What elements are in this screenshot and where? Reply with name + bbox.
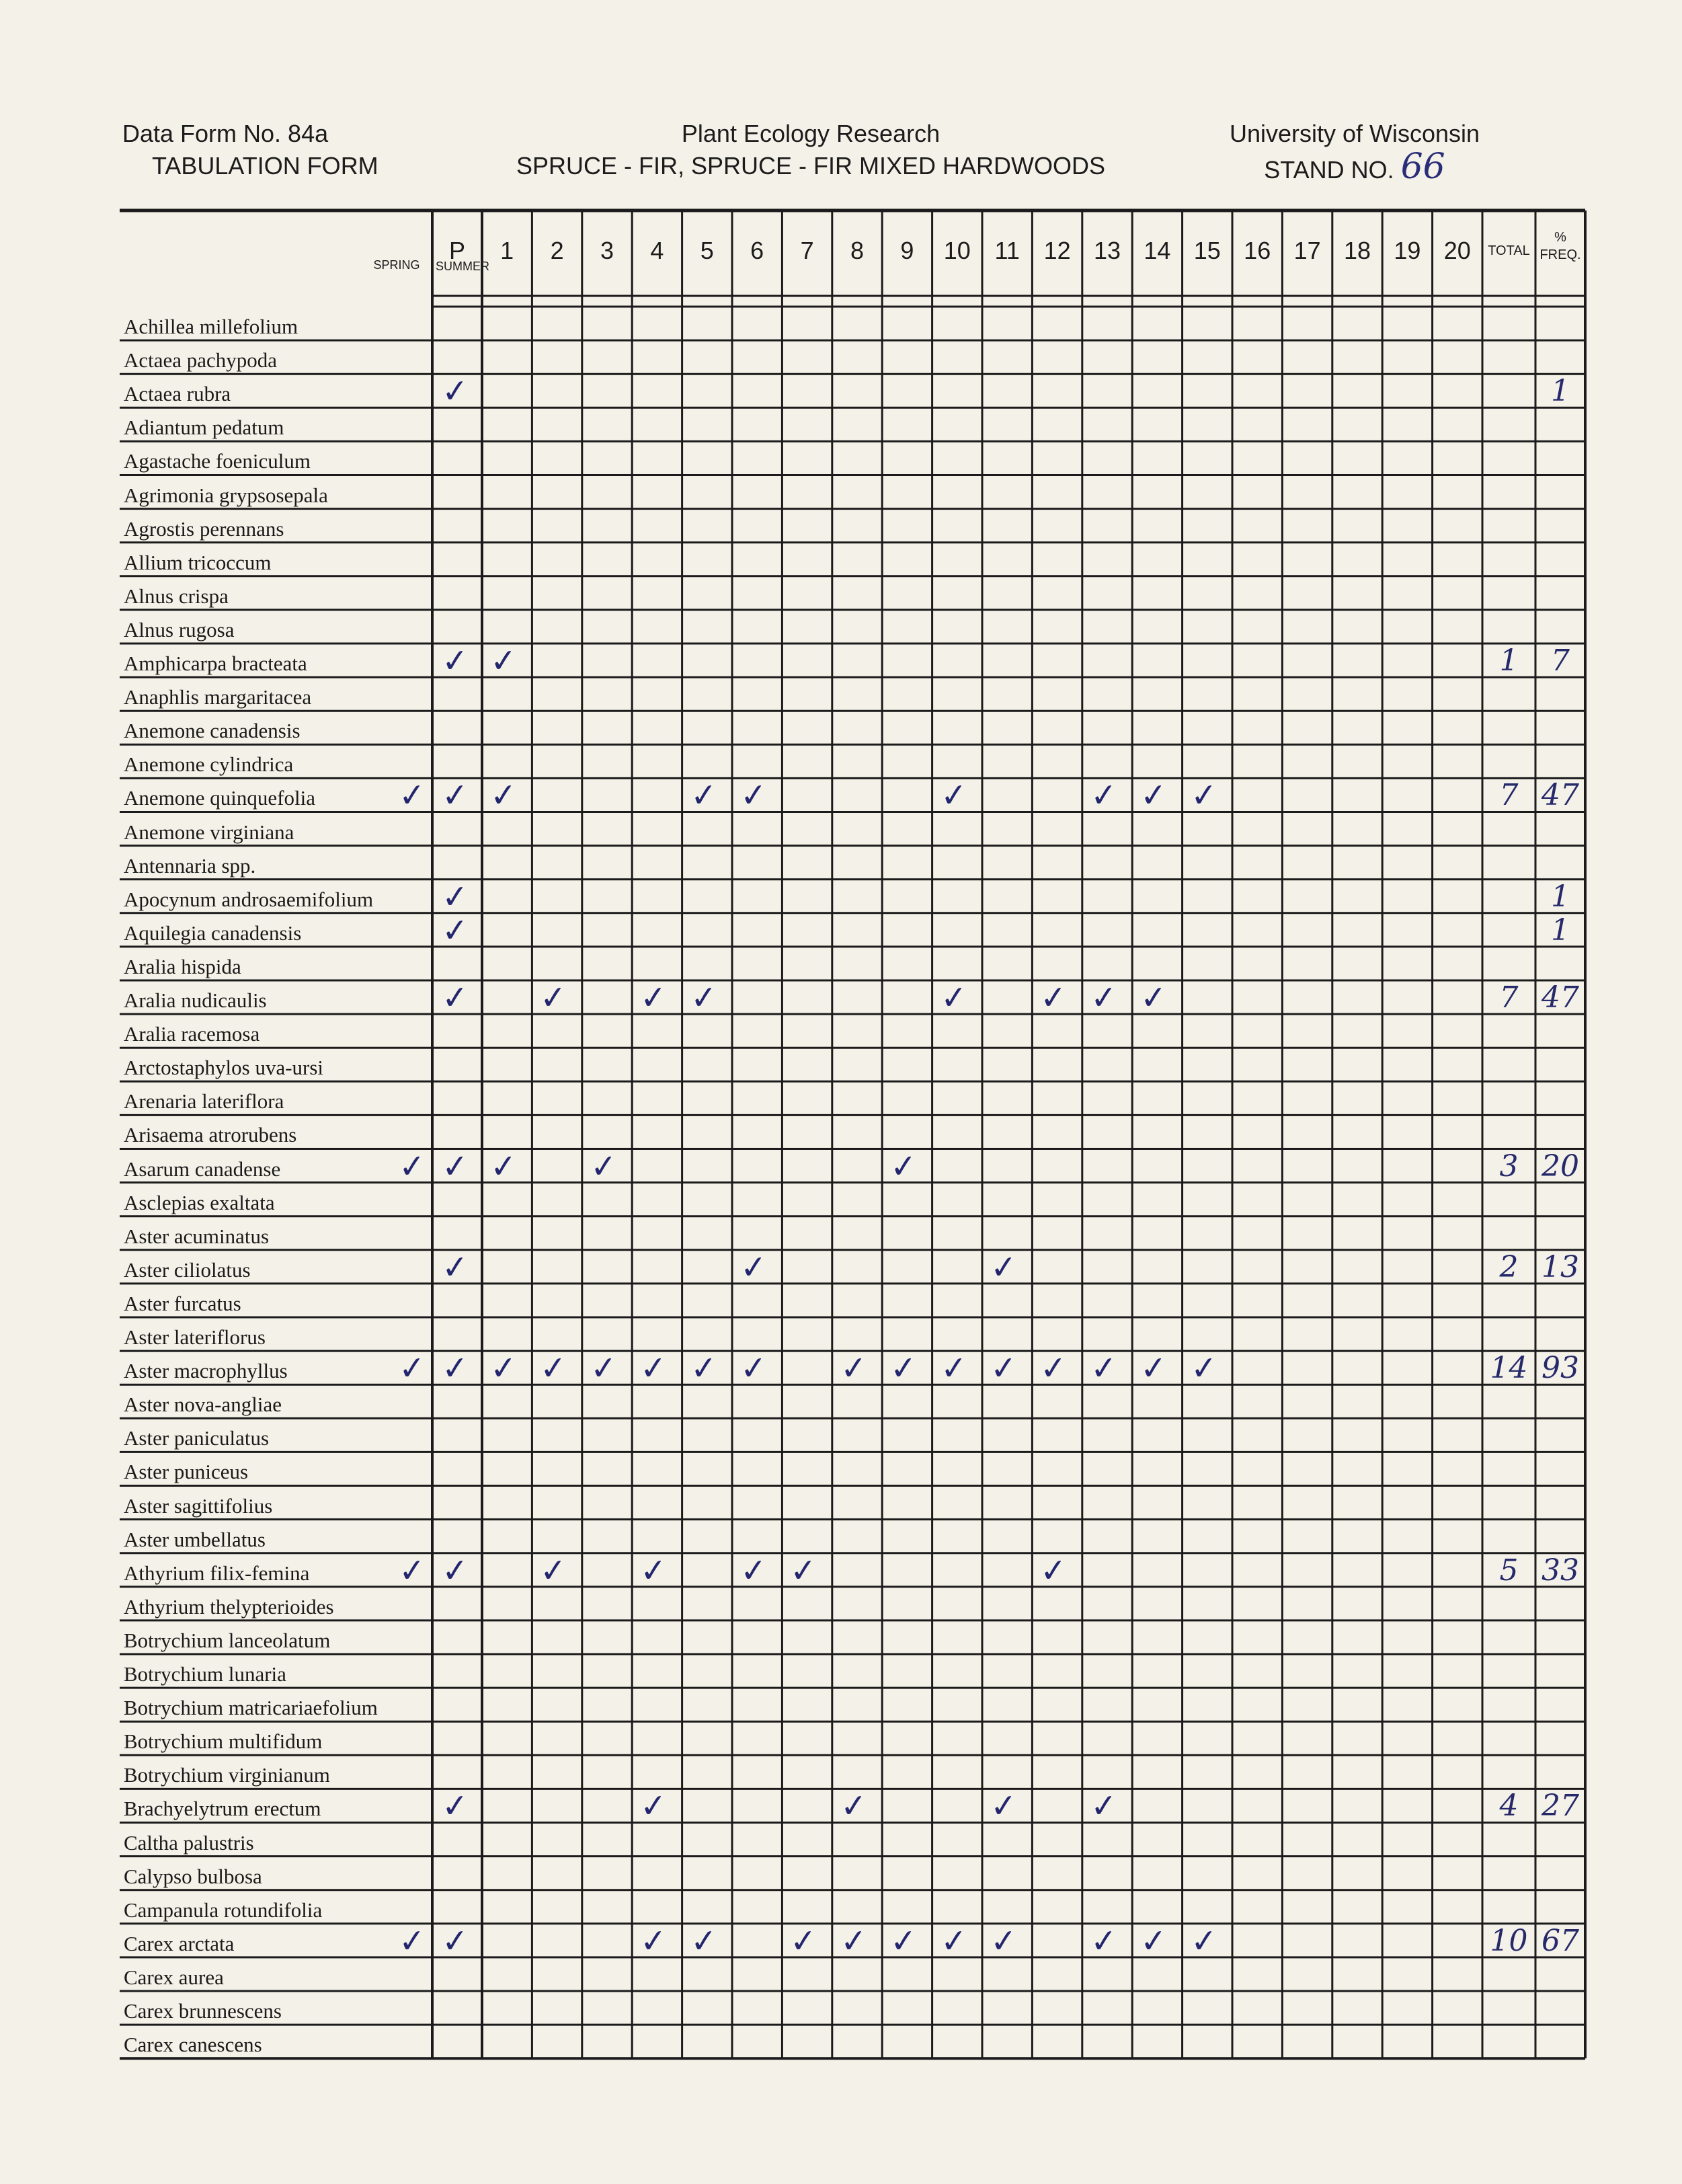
quadrat-check-mark: ✓ bbox=[789, 1921, 819, 1961]
species-name: Aralia nudicaulis bbox=[124, 988, 267, 1012]
species-name: Anemone canadensis bbox=[124, 719, 301, 743]
table-row bbox=[120, 1048, 1585, 1081]
table-row bbox=[120, 1317, 1585, 1351]
table-row bbox=[120, 371, 1585, 412]
table-row bbox=[120, 1957, 1585, 1991]
quadrat-check-mark: ✓ bbox=[639, 1787, 669, 1826]
spring-column-label: SPRING bbox=[373, 258, 420, 272]
species-name: Achillea millefolium bbox=[124, 315, 298, 338]
table-row bbox=[120, 576, 1585, 610]
quadrat-header-7: 7 bbox=[800, 237, 814, 264]
stand-number: 66 bbox=[1400, 147, 1445, 187]
quadrat-check-mark: ✓ bbox=[889, 1348, 919, 1389]
stand-label: STAND NO. bbox=[1264, 156, 1394, 184]
species-name: Carex canescens bbox=[124, 2033, 262, 2057]
summer-check-mark: ✓ bbox=[440, 1247, 471, 1288]
table-row bbox=[120, 1890, 1585, 1924]
frequency-value: 93 bbox=[1541, 1351, 1579, 1386]
summer-check-mark: ✓ bbox=[440, 776, 471, 816]
quadrat-check-mark: ✓ bbox=[938, 776, 969, 816]
table-row bbox=[120, 1551, 1585, 1591]
quadrat-check-mark: ✓ bbox=[489, 1146, 519, 1186]
total-value: 5 bbox=[1499, 1553, 1519, 1588]
quadrat-header-16: 16 bbox=[1244, 237, 1271, 264]
species-name: Anemone virginiana bbox=[124, 820, 294, 844]
table-row bbox=[120, 947, 1585, 980]
summer-check-mark: ✓ bbox=[440, 1348, 471, 1389]
table-row bbox=[120, 1520, 1585, 1553]
quadrat-check-mark: ✓ bbox=[688, 1348, 719, 1389]
quadrat-check-mark: ✓ bbox=[1088, 1787, 1119, 1826]
species-name: Agrimonia grypsosepala bbox=[124, 483, 328, 507]
table-row bbox=[120, 1721, 1585, 1755]
quadrat-check-mark: ✓ bbox=[588, 1146, 618, 1186]
species-name: Asarum canadense bbox=[124, 1157, 281, 1181]
quadrat-check-mark: ✓ bbox=[1039, 978, 1069, 1018]
quadrat-check-mark: ✓ bbox=[538, 1348, 569, 1389]
table-row bbox=[120, 1452, 1585, 1485]
species-name: Agrostis perennans bbox=[124, 516, 284, 541]
quadrat-check-mark: ✓ bbox=[688, 776, 719, 816]
quadrat-check-mark: ✓ bbox=[989, 1348, 1019, 1389]
table-row bbox=[120, 1654, 1585, 1688]
species-name: Aster ciliolatus bbox=[124, 1257, 251, 1282]
quadrat-header-14: 14 bbox=[1144, 237, 1171, 264]
quadrat-check-mark: ✓ bbox=[989, 1787, 1019, 1826]
spring-check-mark: ✓ bbox=[397, 776, 428, 816]
p-column-label: P bbox=[448, 237, 465, 264]
species-name: Athyrium thelypterioides bbox=[124, 1594, 334, 1618]
spring-check-mark: ✓ bbox=[397, 1551, 428, 1591]
table-row bbox=[120, 475, 1585, 509]
quadrat-header-9: 9 bbox=[900, 237, 914, 264]
total-value: 10 bbox=[1490, 1923, 1528, 1958]
quadrat-check-mark: ✓ bbox=[538, 978, 569, 1018]
quadrat-header-12: 12 bbox=[1043, 237, 1071, 264]
table-row bbox=[120, 1384, 1585, 1418]
species-name: Aster lateriflorus bbox=[124, 1325, 266, 1349]
total-value: 7 bbox=[1499, 778, 1519, 813]
species-name: Antennaria spp. bbox=[124, 853, 256, 878]
quadrat-header-1: 1 bbox=[500, 237, 514, 264]
species-name: Aster puniceus bbox=[124, 1460, 249, 1484]
table-row bbox=[120, 1216, 1585, 1250]
quadrat-check-mark: ✓ bbox=[538, 1551, 569, 1591]
table-row bbox=[120, 1857, 1585, 1890]
summer-check-mark: ✓ bbox=[440, 910, 471, 951]
species-name: Brachyelytrum erectum bbox=[124, 1797, 321, 1821]
quadrat-check-mark: ✓ bbox=[1088, 776, 1119, 816]
summer-column-label: SUMMER bbox=[436, 260, 489, 273]
table-row bbox=[120, 610, 1585, 644]
total-value: 4 bbox=[1499, 1789, 1519, 1824]
table-row bbox=[120, 641, 1585, 681]
quadrat-check-mark: ✓ bbox=[938, 1921, 969, 1961]
table-row bbox=[120, 2025, 1585, 2058]
table-row bbox=[120, 1621, 1585, 1654]
species-name: Agastache foeniculum bbox=[124, 449, 311, 473]
species-name: Aquilegia canadensis bbox=[124, 921, 302, 945]
summer-check-mark: ✓ bbox=[440, 641, 471, 681]
quadrat-header-20: 20 bbox=[1443, 237, 1471, 264]
total-value: 3 bbox=[1499, 1148, 1519, 1183]
total-value: 7 bbox=[1499, 980, 1519, 1015]
table-row bbox=[120, 307, 1585, 340]
species-name: Caltha palustris bbox=[124, 1830, 254, 1855]
table-row bbox=[120, 1115, 1585, 1148]
table-row bbox=[120, 441, 1585, 475]
species-name: Anemone quinquefolia bbox=[124, 786, 315, 810]
frequency-value: 27 bbox=[1541, 1789, 1579, 1824]
quadrat-check-mark: ✓ bbox=[588, 1348, 618, 1389]
table-row bbox=[120, 846, 1585, 880]
frequency-value: 67 bbox=[1541, 1923, 1579, 1958]
quadrat-check-mark: ✓ bbox=[639, 1551, 669, 1591]
species-name: Aster nova-angliae bbox=[124, 1393, 282, 1417]
table-row bbox=[120, 1486, 1585, 1520]
quadrat-check-mark: ✓ bbox=[739, 1551, 769, 1591]
species-name: Alnus rugosa bbox=[124, 617, 235, 641]
table-row bbox=[120, 1146, 1585, 1186]
table-row bbox=[120, 509, 1585, 543]
total-value: 1 bbox=[1499, 644, 1519, 678]
species-name: Actaea pachypoda bbox=[124, 348, 278, 373]
table-row bbox=[120, 1755, 1585, 1789]
table-row bbox=[120, 1247, 1585, 1288]
table-row bbox=[120, 340, 1585, 374]
quadrat-check-mark: ✓ bbox=[989, 1247, 1019, 1288]
quadrat-check-mark: ✓ bbox=[838, 1921, 869, 1961]
species-name: Aster macrophyllus bbox=[124, 1359, 288, 1383]
quadrat-check-mark: ✓ bbox=[1088, 978, 1119, 1018]
frequency-value: 33 bbox=[1541, 1553, 1579, 1588]
species-name: Actaea rubra bbox=[124, 382, 231, 406]
species-name: Adiantum pedatum bbox=[124, 416, 284, 440]
table-row bbox=[120, 677, 1585, 711]
species-name: Botrychium lunaria bbox=[124, 1662, 286, 1686]
table-row bbox=[120, 543, 1585, 576]
quadrat-check-mark: ✓ bbox=[889, 1146, 919, 1186]
total-value: 14 bbox=[1490, 1351, 1528, 1386]
species-name: Athyrium filix-femina bbox=[124, 1561, 310, 1585]
species-name: Arisaema atrorubens bbox=[124, 1123, 297, 1147]
total-column-label: TOTAL bbox=[1488, 243, 1530, 258]
table-row bbox=[120, 1284, 1585, 1317]
species-name: Arenaria lateriflora bbox=[124, 1089, 284, 1114]
frequency-value: 20 bbox=[1541, 1148, 1579, 1183]
quadrat-check-mark: ✓ bbox=[1139, 978, 1169, 1018]
species-name: Asclepias exaltata bbox=[124, 1190, 275, 1214]
quadrat-check-mark: ✓ bbox=[1139, 1921, 1169, 1961]
quadrat-check-mark: ✓ bbox=[789, 1551, 819, 1591]
species-name: Campanula rotundifolia bbox=[124, 1898, 323, 1922]
quadrat-check-mark: ✓ bbox=[889, 1921, 919, 1961]
table-row bbox=[120, 744, 1585, 778]
table-row bbox=[120, 1183, 1585, 1216]
species-name: Aster paniculatus bbox=[124, 1426, 270, 1450]
species-name: Carex aurea bbox=[124, 1965, 224, 1989]
frequency-value: 13 bbox=[1541, 1249, 1579, 1284]
quadrat-check-mark: ✓ bbox=[838, 1787, 869, 1826]
spring-check-mark: ✓ bbox=[397, 1146, 428, 1186]
species-name: Aralia hispida bbox=[124, 954, 241, 978]
quadrat-check-mark: ✓ bbox=[739, 1247, 769, 1288]
summer-check-mark: ✓ bbox=[440, 978, 471, 1018]
species-name: Apocynum androsaemifolium bbox=[124, 887, 374, 911]
species-name: Botrychium lanceolatum bbox=[124, 1628, 331, 1652]
university-name: University of Wisconsin bbox=[1229, 120, 1480, 147]
quadrat-header-11: 11 bbox=[994, 237, 1020, 264]
quadrat-check-mark: ✓ bbox=[639, 1348, 669, 1389]
species-name: Aster furcatus bbox=[124, 1291, 241, 1315]
quadrat-header-4: 4 bbox=[650, 237, 664, 264]
table-row bbox=[120, 776, 1585, 816]
quadrat-header-19: 19 bbox=[1394, 237, 1421, 264]
quadrat-header-13: 13 bbox=[1093, 237, 1121, 264]
species-name: Amphicarpa bracteata bbox=[124, 652, 307, 675]
table-row bbox=[120, 978, 1585, 1018]
quadrat-check-mark: ✓ bbox=[489, 641, 519, 681]
quadrat-check-mark: ✓ bbox=[938, 978, 969, 1018]
table-row bbox=[120, 812, 1585, 846]
frequency-value: 47 bbox=[1541, 778, 1579, 813]
quadrat-check-mark: ✓ bbox=[489, 1348, 519, 1389]
species-name: Arctostaphylos uva-ursi bbox=[124, 1056, 324, 1080]
forest-type-title: SPRUCE - FIR, SPRUCE - FIR MIXED HARDWOODS bbox=[516, 152, 1106, 180]
summer-check-mark: ✓ bbox=[440, 371, 471, 412]
quadrat-check-mark: ✓ bbox=[639, 1921, 669, 1961]
quadrat-check-mark: ✓ bbox=[1139, 1348, 1169, 1389]
species-name: Calypso bulbosa bbox=[124, 1864, 262, 1888]
species-name: Anemone cylindrica bbox=[124, 752, 294, 777]
table-row bbox=[120, 910, 1585, 951]
species-name: Aster umbellatus bbox=[124, 1527, 266, 1551]
quadrat-check-mark: ✓ bbox=[1088, 1348, 1119, 1389]
total-value: 2 bbox=[1499, 1249, 1519, 1284]
quadrat-check-mark: ✓ bbox=[739, 776, 769, 816]
summer-check-mark: ✓ bbox=[440, 1921, 471, 1961]
quadrat-header-8: 8 bbox=[850, 237, 864, 264]
spring-check-mark: ✓ bbox=[397, 1348, 428, 1389]
species-name: Aster acuminatus bbox=[124, 1224, 270, 1248]
table-row bbox=[120, 1823, 1585, 1857]
quadrat-check-mark: ✓ bbox=[1189, 1921, 1219, 1961]
research-title: Plant Ecology Research bbox=[681, 120, 940, 147]
species-name: Carex brunnescens bbox=[124, 1999, 282, 2023]
summer-check-mark: ✓ bbox=[440, 1551, 471, 1591]
species-name: Aralia racemosa bbox=[124, 1022, 260, 1046]
quadrat-check-mark: ✓ bbox=[639, 978, 669, 1018]
quadrat-check-mark: ✓ bbox=[739, 1348, 769, 1389]
quadrat-header-17: 17 bbox=[1293, 237, 1321, 264]
quadrat-header-18: 18 bbox=[1343, 237, 1371, 264]
quadrat-header-6: 6 bbox=[750, 237, 764, 264]
frequency-value: 47 bbox=[1541, 980, 1579, 1015]
quadrat-check-mark: ✓ bbox=[688, 978, 719, 1018]
quadrat-check-mark: ✓ bbox=[489, 776, 519, 816]
frequency-value: 1 bbox=[1551, 879, 1570, 914]
quadrat-check-mark: ✓ bbox=[989, 1921, 1019, 1961]
quadrat-check-mark: ✓ bbox=[1088, 1921, 1119, 1961]
species-name: Botrychium virginianum bbox=[124, 1763, 330, 1787]
frequency-value: 7 bbox=[1551, 644, 1570, 678]
quadrat-check-mark: ✓ bbox=[1039, 1551, 1069, 1591]
quadrat-header-5: 5 bbox=[700, 237, 714, 264]
table-row bbox=[120, 1014, 1585, 1048]
quadrat-check-mark: ✓ bbox=[938, 1348, 969, 1389]
quadrat-check-mark: ✓ bbox=[838, 1348, 869, 1389]
quadrat-header-15: 15 bbox=[1193, 237, 1221, 264]
species-name: Carex arctata bbox=[124, 1931, 235, 1955]
table-row bbox=[120, 407, 1585, 441]
quadrat-check-mark: ✓ bbox=[1039, 1348, 1069, 1389]
spring-check-mark: ✓ bbox=[397, 1921, 428, 1961]
frequency-value: 1 bbox=[1551, 374, 1570, 409]
table-row bbox=[120, 1587, 1585, 1621]
quadrat-check-mark: ✓ bbox=[1189, 776, 1219, 816]
summer-check-mark: ✓ bbox=[440, 1146, 471, 1186]
table-row bbox=[120, 1991, 1585, 2025]
form-type: TABULATION FORM bbox=[152, 152, 378, 180]
quadrat-header-2: 2 bbox=[550, 237, 564, 264]
table-row bbox=[120, 711, 1585, 744]
form-number: Data Form No. 84a bbox=[122, 120, 329, 147]
quadrat-check-mark: ✓ bbox=[1139, 776, 1169, 816]
quadrat-header-10: 10 bbox=[943, 237, 971, 264]
summer-check-mark: ✓ bbox=[440, 1787, 471, 1826]
table-row bbox=[120, 1418, 1585, 1452]
freq-column-label: % FREQ. bbox=[1539, 230, 1581, 262]
quadrat-header-3: 3 bbox=[600, 237, 614, 264]
quadrat-check-mark: ✓ bbox=[1189, 1348, 1219, 1389]
species-name: Anaphlis margaritacea bbox=[124, 685, 312, 709]
species-name: Botrychium multifidum bbox=[124, 1729, 323, 1754]
frequency-value: 1 bbox=[1551, 912, 1570, 947]
species-name: Alnus crispa bbox=[124, 584, 229, 608]
table-row bbox=[120, 1081, 1585, 1115]
species-name: Botrychium matricariaefolium bbox=[124, 1696, 378, 1720]
species-name: Allium tricoccum bbox=[124, 550, 272, 574]
summer-check-mark: ✓ bbox=[440, 877, 471, 917]
species-name: Aster sagittifolius bbox=[124, 1493, 273, 1518]
quadrat-check-mark: ✓ bbox=[688, 1921, 719, 1961]
